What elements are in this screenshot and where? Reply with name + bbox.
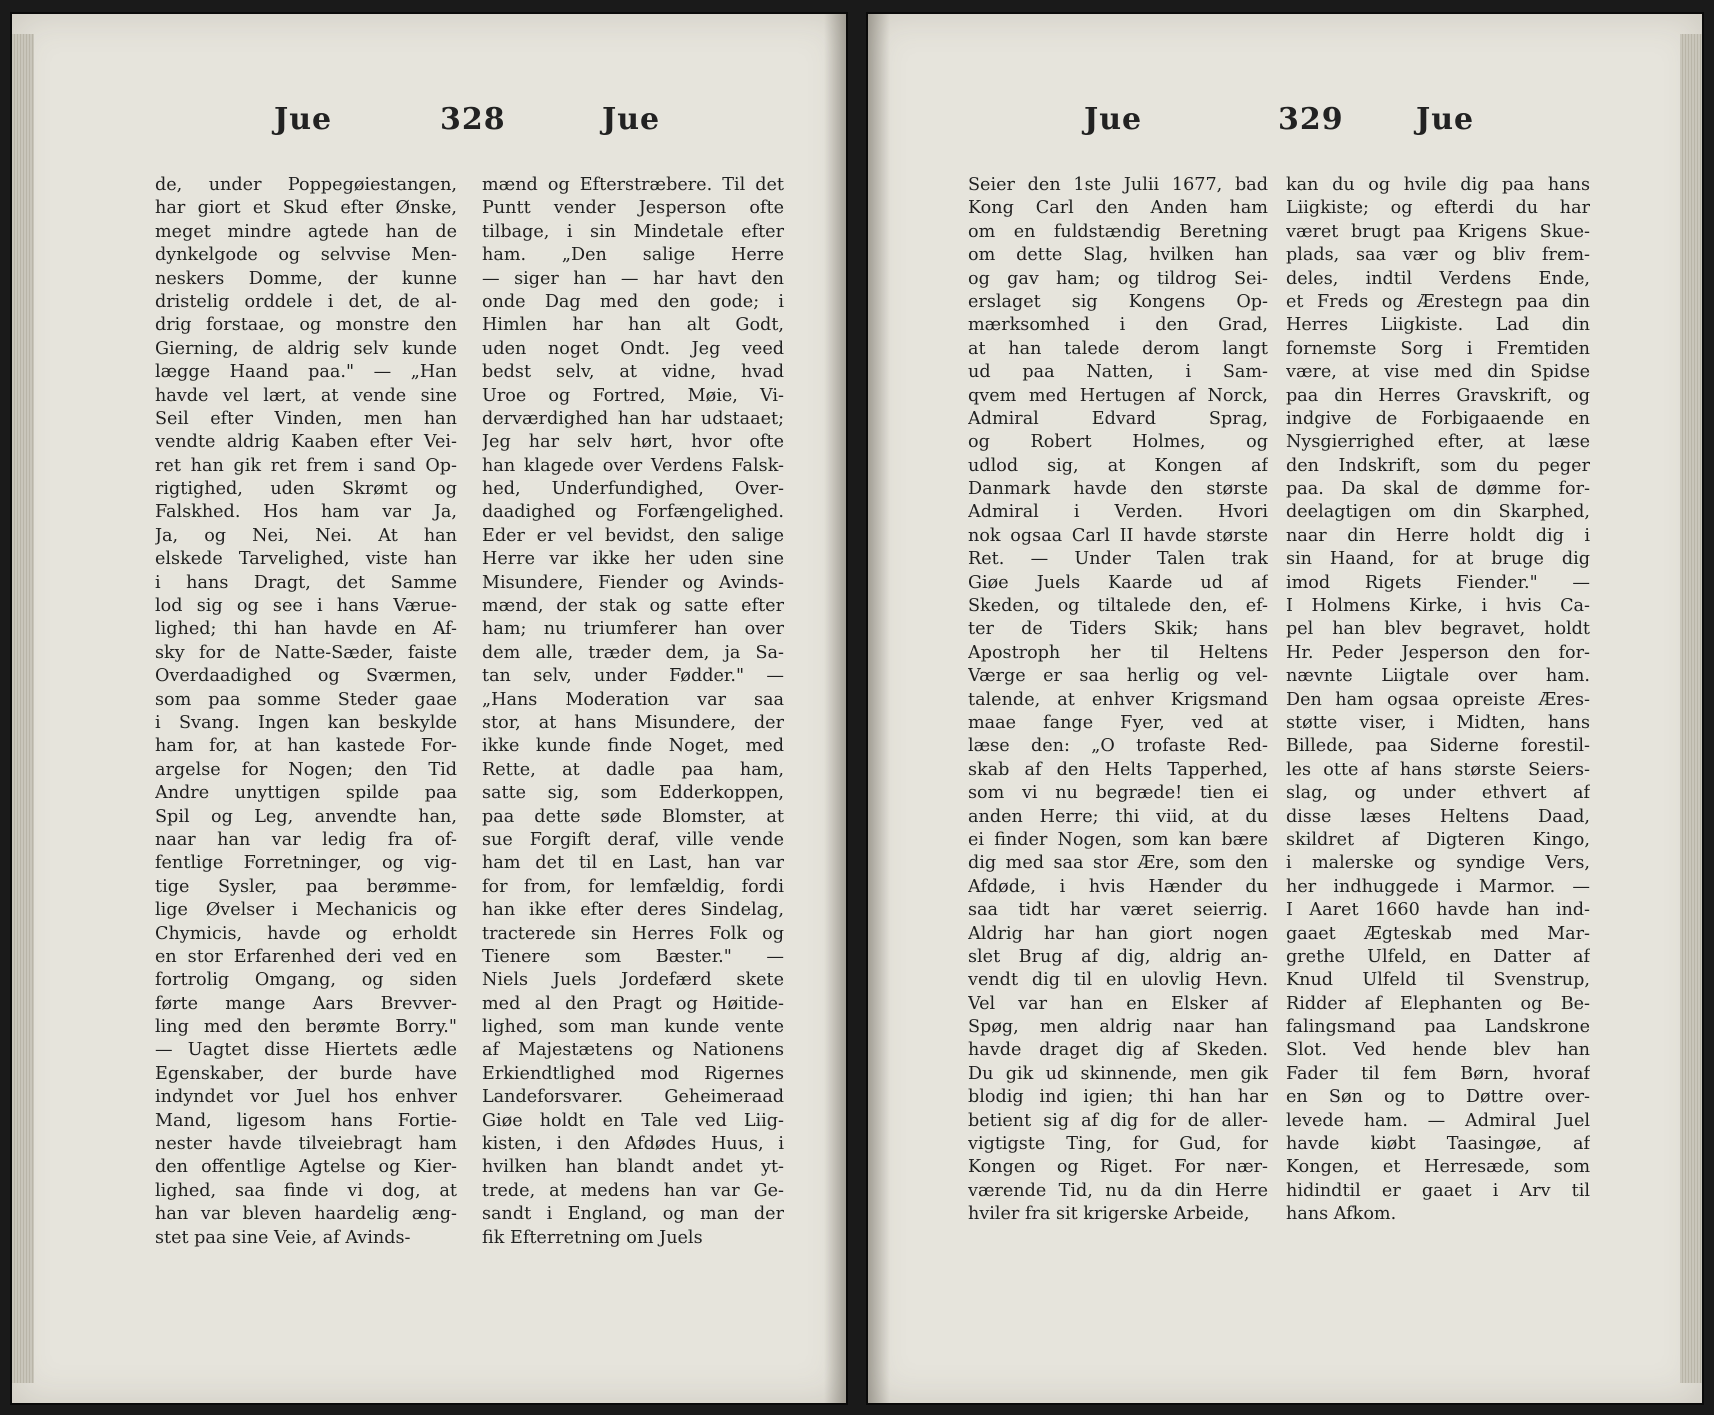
text-line: — Uagtet disse Hiertets ædle (155, 1040, 457, 1061)
text-line: lægge Haand paa." — „Han (155, 362, 457, 383)
text-line: ud paa Natten, i Sam- (968, 362, 1268, 383)
text-line: støtte viser, i Midten, hans (1286, 712, 1590, 733)
text-line: Danmark havde den største (968, 479, 1268, 500)
text-column-left (155, 174, 457, 1250)
text-line: Gierning, de aldrig selv kunde (155, 338, 457, 359)
text-column-right (482, 174, 784, 1250)
text-line: stor, at hans Misundere, der (482, 712, 784, 733)
text-line: saa tidt har været seierrig. (968, 900, 1268, 921)
text-line: „Hans Moderation var saa (482, 689, 784, 710)
text-line: Uroe og Fortred, Møie, Vi- (482, 385, 784, 406)
text-line: derværdighed han har udstaaet; (482, 408, 784, 429)
text-line: erslaget sig Kongens Op- (968, 291, 1268, 312)
text-line: om dette Slag, hvilken han (968, 245, 1268, 266)
text-line: betient sig af dig for de aller- (968, 1110, 1268, 1131)
text-line: sin Haand, for at bruge dig (1286, 549, 1590, 570)
text-line: de, under Poppegøiestangen, (155, 175, 457, 195)
text-line: i hans Dragt, det Samme (155, 572, 457, 593)
text-line: dristelig orddele i det, de al- (155, 291, 457, 312)
text-line: fortrolig Omgang, og siden (155, 970, 457, 991)
text-line: sue Forgift deraf, ville vende (482, 829, 784, 850)
text-line: Eder er vel bevidst, den salige (482, 525, 784, 546)
text-line: dem alle, træder dem, ja Sa- (482, 642, 784, 663)
page-number: 329 (1278, 102, 1344, 137)
text-line: han var bleven haardelig æng- (155, 1204, 457, 1225)
text-line: Herres Liigkiste. Lad din (1286, 315, 1590, 336)
text-line: været brugt paa Krigens Skue- (1286, 221, 1590, 242)
text-line: Fader til fem Børn, hvoraf (1286, 1063, 1590, 1084)
text-line: Mand, ligesom hans Fortie- (155, 1110, 457, 1131)
text-column-left (968, 174, 1268, 1227)
text-line: ei finder Nogen, som kan bære (968, 829, 1268, 850)
page-edges (12, 34, 34, 1383)
text-line: ham. „Den salige Herre (482, 245, 784, 266)
text-column-right (1286, 174, 1590, 1227)
text-line: anden Herre; thi viid, at du (968, 806, 1268, 827)
text-line: plads, saa vær og bliv frem- (1286, 245, 1590, 266)
text-line: Niels Juels Jordefærd skete (482, 970, 784, 991)
text-line: sandt i England, og man der (482, 1204, 784, 1225)
text-line: fentlige Forretninger, og vig- (155, 853, 457, 874)
text-line: værende Tid, nu da din Herre (968, 1180, 1268, 1201)
text-line: Egenskaber, der burde have (155, 1063, 457, 1084)
text-line: Jeg har selv hørt, hvor ofte (482, 432, 784, 453)
text-line: neskers Domme, der kunne (155, 268, 457, 289)
text-line: Spil og Leg, anvendte han, (155, 806, 457, 827)
text-line: tracterede sin Herres Folk og (482, 923, 784, 944)
text-line: nester havde tilveiebragt ham (155, 1134, 457, 1155)
text-line: paa. Da skal de dømme for- (1286, 479, 1590, 500)
text-line: lod sig og see i hans Værue- (155, 596, 457, 617)
text-line: tan selv, under Fødder." — (482, 666, 784, 687)
text-line: imod Rigets Fiender." — (1286, 572, 1590, 593)
text-line: deles, indtil Verdens Ende, (1286, 268, 1590, 289)
text-line: hviler fra sit krigerske Arbeide, (968, 1204, 1250, 1225)
text-line: hidindtil er gaaet i Arv til (1286, 1180, 1590, 1201)
text-line: fik Efterretning om Juels (482, 1227, 703, 1248)
text-line: har giort et Skud efter Ønske, (155, 198, 457, 219)
text-line: I Holmens Kirke, i hvis Ca- (1286, 596, 1590, 617)
text-line: ham det til en Last, han var (482, 853, 784, 874)
text-line: Ridder af Elephanten og Be- (1286, 993, 1590, 1014)
text-line: et Freds og Ærestegn paa din (1286, 291, 1590, 312)
text-line: Aldrig har han giort nogen (968, 923, 1268, 944)
text-line: uden noget Ondt. Jeg veed (482, 338, 784, 359)
text-line: Værge er saa herlig og vel- (968, 666, 1268, 687)
text-line: grethe Ulfeld, en Datter af (1286, 946, 1590, 967)
text-line: Ret. — Under Talen trak (968, 549, 1268, 570)
text-line: stet paa sine Veie, af Avinds- (155, 1227, 411, 1248)
text-line: fornemste Sorg i Fremtiden (1286, 338, 1590, 359)
text-line: Liigkiste; og efterdi du har (1286, 198, 1590, 219)
text-line: om en fuldstændig Beretning (968, 221, 1268, 242)
text-line: i Svang. Ingen kan beskylde (155, 712, 457, 733)
text-line: qvem med Hertugen af Norck, (968, 385, 1268, 406)
text-line: indgive de Forbigaaende en (1286, 408, 1590, 429)
text-line: havde kiøbt Taasingøe, af (1286, 1134, 1590, 1155)
text-line: nok ogsaa Carl II havde største (968, 525, 1268, 546)
text-line: dynkelgode og selvvise Men- (155, 245, 457, 266)
text-line: — siger han — har havt den (482, 268, 784, 289)
text-line: Overdaadighed og Sværmen, (155, 666, 457, 687)
text-line: levede ham. — Admiral Juel (1286, 1110, 1590, 1131)
text-line: Kongen og Riget. For nær- (968, 1157, 1268, 1178)
text-line: han ikke efter deres Sindelag, (482, 900, 784, 921)
text-line: kisten, i den Afdødes Huus, i (482, 1134, 784, 1155)
text-line: den Indskrift, som du peger (1286, 455, 1590, 476)
text-line: mænd, der stak og satte efter (482, 596, 784, 617)
text-line: gaaet Ægteskab med Mar- (1286, 923, 1590, 944)
text-line: Erkiendtlighed mod Rigernes (482, 1063, 784, 1084)
text-line: en Søn og to Døttre over- (1286, 1087, 1590, 1108)
text-line: drig forstaae, og monstre den (155, 315, 457, 336)
text-line: sky for de Natte-Sæder, faiste (155, 642, 457, 663)
text-line: ikke kunde finde Noget, med (482, 736, 784, 757)
text-line: vigtigste Ting, for Gud, for (968, 1134, 1268, 1155)
text-line: og gav ham; og tildrog Sei- (968, 268, 1268, 289)
text-line: ret han gik ret frem i sand Op- (155, 455, 457, 476)
text-line: bedst selv, at vidne, hvad (482, 362, 784, 383)
text-line: naar han var ledig fra of- (155, 829, 457, 850)
page-edges (1680, 34, 1702, 1383)
text-line: Giøe Juels Kaarde ud af (968, 572, 1268, 593)
text-line: talende, at enhver Krigsmand (968, 689, 1268, 710)
text-line: dig med saa stor Ære, som den (968, 853, 1268, 874)
text-line: naar din Herre holdt dig i (1286, 525, 1590, 546)
text-line: med al den Pragt og Høitide- (482, 993, 784, 1014)
text-line: argelse for Nogen; den Tid (155, 759, 457, 780)
text-line: Afdøde, i hvis Hænder du (968, 876, 1268, 897)
text-line: Tienere som Bæster." — (482, 946, 784, 967)
text-line: Admiral Edvard Sprag, (968, 408, 1268, 429)
text-line: skab af den Helts Tapperhed, (968, 759, 1268, 780)
text-line: her indhuggede i Marmor. — (1286, 876, 1590, 897)
text-line: udlod sig, at Kongen af (968, 455, 1268, 476)
text-line: falingsmand paa Landskrone (1286, 1017, 1590, 1038)
text-line: hvilken han blandt andet yt- (482, 1157, 784, 1178)
text-line: Kong Carl den Anden ham (968, 198, 1268, 219)
text-line: Slot. Ved hende blev han (1286, 1040, 1590, 1061)
text-line: nævnte Liigtale over ham. (1286, 666, 1590, 687)
text-line: Andre unyttigen spilde paa (155, 783, 457, 804)
text-line: Du gik ud skinnende, men gik (968, 1063, 1268, 1084)
text-line: Billede, paa Siderne forestil- (1286, 736, 1590, 757)
text-line: les otte af hans største Seiers- (1286, 759, 1590, 780)
running-head-left: Jue (1084, 102, 1143, 137)
text-line: pel han blev begravet, holdt (1286, 619, 1590, 640)
text-line: Herre var ikke her uden sine (482, 549, 784, 570)
text-line: af Majestætens og Nationens (482, 1040, 784, 1061)
text-line: Falskhed. Hos ham var Ja, (155, 502, 457, 523)
text-line: lighed, saa finde vi dog, at (155, 1180, 457, 1201)
text-line: ling med den berømte Borry." (155, 1017, 457, 1038)
text-line: slet Brug af dig, aldrig an- (968, 946, 1268, 967)
text-line: være, at vise med din Spidse (1286, 362, 1590, 383)
text-line: tilbage, i sin Mindetale efter (482, 221, 784, 242)
text-line: hans Afkom. (1286, 1204, 1397, 1225)
text-line: Rette, at dadle paa ham, (482, 759, 784, 780)
text-line: deelagtigen om din Skarphed, (1286, 502, 1590, 523)
text-line: lighed, som man kunde vente (482, 1017, 784, 1038)
text-line: at han talede derom langt (968, 338, 1268, 359)
text-line: som vi nu begræde! tien ei (968, 783, 1268, 804)
text-line: paa dette søde Blomster, at (482, 806, 784, 827)
text-line: Hr. Peder Jesperson den for- (1286, 642, 1590, 663)
text-line: Nysgierrighed efter, at læse (1286, 432, 1590, 453)
right-page (866, 12, 1704, 1405)
text-line: paa din Herres Gravskrift, og (1286, 385, 1590, 406)
text-line: I Aaret 1660 havde han ind- (1286, 900, 1590, 921)
text-line: førte mange Aars Brevver- (155, 993, 457, 1014)
text-line: Seil efter Vinden, men han (155, 408, 457, 429)
text-line: den offentlige Agtelse og Kier- (155, 1157, 457, 1178)
text-line: Puntt vender Jesperson ofte (482, 198, 784, 219)
text-line: skildret af Digteren Kingo, (1286, 829, 1590, 850)
text-line: Himlen har han alt Godt, (482, 315, 784, 336)
text-line: ter de Tiders Skik; hans (968, 619, 1268, 640)
text-line: Admiral i Verden. Hvori (968, 502, 1268, 523)
text-line: slag, og under ethvert af (1286, 783, 1590, 804)
text-line: trede, at medens han var Ge- (482, 1180, 784, 1201)
text-line: mærksomhed i den Grad, (968, 315, 1268, 336)
text-line: som paa somme Steder gaae (155, 689, 457, 710)
text-line: maae fange Fyer, ved at (968, 712, 1268, 733)
text-line: lighed; thi han havde en Af- (155, 619, 457, 640)
text-line: Misundere, Fiender og Avinds- (482, 572, 784, 593)
text-line: mænd og Efterstræbere. Til det (482, 175, 784, 195)
text-line: Spøg, men aldrig naar han (968, 1017, 1268, 1038)
text-line: Skeden, og tiltalede den, ef- (968, 596, 1268, 617)
text-line: i malerske og syndige Vers, (1286, 853, 1590, 874)
text-line: kan du og hvile dig paa hans (1286, 175, 1590, 195)
text-line: Kongen, et Herresæde, som (1286, 1157, 1590, 1178)
text-line: tige Sysler, paa berømme- (155, 876, 457, 897)
running-head-right: Jue (1416, 102, 1475, 137)
text-line: ham for, at han kastede For- (155, 736, 457, 757)
text-line: Ja, og Nei, Nei. At han (155, 525, 457, 546)
text-line: Seier den 1ste Julii 1677, bad (968, 175, 1268, 195)
left-page (10, 12, 848, 1405)
text-line: Chymicis, havde og erholdt (155, 923, 457, 944)
running-head-right: Jue (602, 102, 661, 137)
text-line: elskede Tarvelighed, viste han (155, 549, 457, 570)
text-line: onde Dag med den gode; i (482, 291, 784, 312)
text-line: vendte aldrig Kaaben efter Vei- (155, 432, 457, 453)
text-line: havde vel lært, at vende sine (155, 385, 457, 406)
text-line: blodig ind igien; thi han har (968, 1087, 1268, 1108)
text-line: hed, Underfundighed, Over- (482, 479, 784, 500)
text-line: og Robert Holmes, og (968, 432, 1268, 453)
text-line: vendt dig til en ulovlig Hevn. (968, 970, 1268, 991)
text-line: læse den: „O trofaste Red- (968, 736, 1268, 757)
text-line: Vel var han en Elsker af (968, 993, 1268, 1014)
text-line: Landeforsvarer. Geheimeraad (482, 1087, 784, 1108)
text-line: indyndet vor Juel hos enhver (155, 1087, 457, 1108)
page-number: 328 (440, 102, 506, 137)
text-line: satte sig, som Edderkoppen, (482, 783, 784, 804)
text-line: en stor Erfarenhed deri ved en (155, 946, 457, 967)
text-line: Den ham ogsaa opreiste Æres- (1286, 689, 1590, 710)
text-line: disse læses Heltens Daad, (1286, 806, 1590, 827)
text-line: for from, for lemfældig, fordi (482, 876, 784, 897)
text-line: Giøe holdt en Tale ved Liig- (482, 1110, 784, 1131)
text-line: daadighed og Forfængelighed. (482, 502, 784, 523)
running-head-left: Jue (274, 102, 333, 137)
text-line: ham; nu triumferer han over (482, 619, 784, 640)
text-line: Knud Ulfeld til Svenstrup, (1286, 970, 1590, 991)
text-line: lige Øvelser i Mechanicis og (155, 900, 457, 921)
text-line: han klagede over Verdens Falsk- (482, 455, 784, 476)
text-line: meget mindre agtede han de (155, 221, 457, 242)
text-line: havde draget dig af Skeden. (968, 1040, 1268, 1061)
text-line: rigtighed, uden Skrømt og (155, 479, 457, 500)
text-line: Apostroph her til Heltens (968, 642, 1268, 663)
